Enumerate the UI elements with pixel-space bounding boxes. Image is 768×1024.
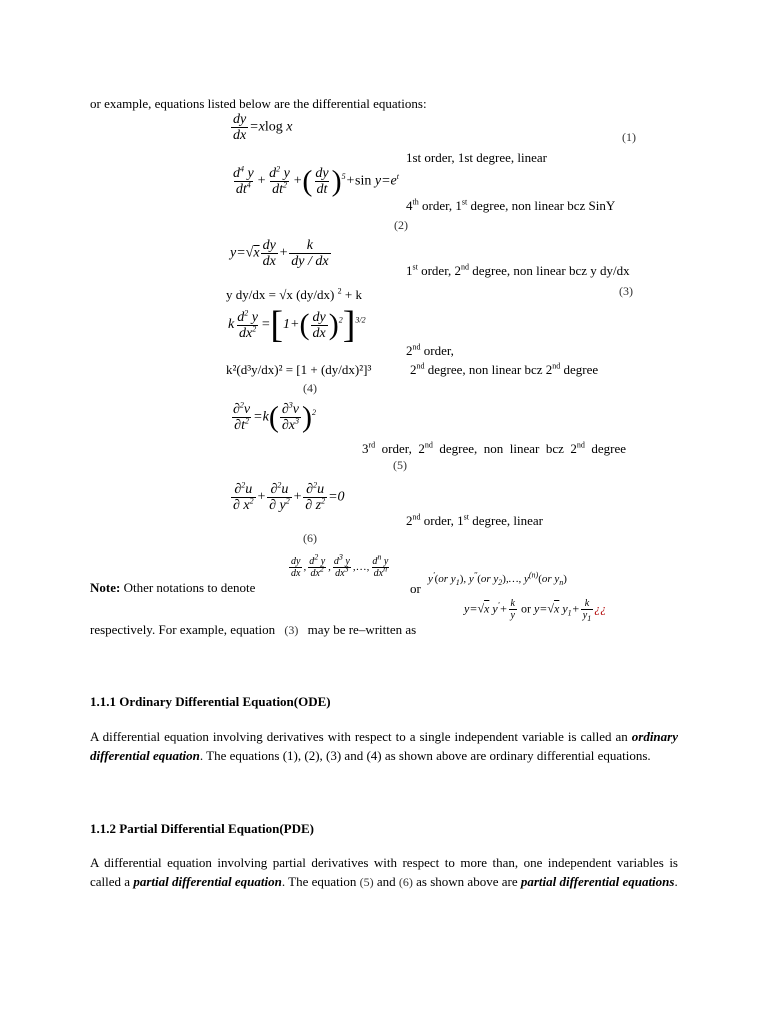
equation-3-description: 1st order, 2nd degree, non linear bcz y dy/dx (406, 262, 630, 278)
equation-4-description-a: 2nd order, (406, 342, 454, 358)
note-derivative-notations: $\frac{dy}{dx}$ , $\frac{d^2 y}{dx^2}$ , $\frac{d^3 y}{dx^3}$ ,…, $\frac{d^n y}{dx^n}$ (291, 552, 389, 579)
equation-number-6: ( 6 ) (303, 531, 317, 546)
intro-text: or example, equations listed below are the differential equations: (90, 96, 427, 111)
equation-number-5: ( 5 ) (393, 458, 407, 473)
term-ode: ordinary differential equation (90, 729, 678, 763)
equation-3-plain: y dy/dx = √x (dy/dx) $^2$ + k (226, 286, 362, 302)
equation-2-description: 4th order, 1st degree, non linear bcz SinY (406, 197, 616, 213)
rewrite-ref: ( 3 ) (284, 623, 298, 637)
equation-4: k $\frac{d^2 y}{dx^2}$ =[1+( $\frac{dy}{dx}$ )$^2$]$^{3/2}$ (228, 304, 366, 346)
note-or: or (410, 581, 421, 596)
equation-4-description-b: 2nd degree, non linear bcz 2nd degree (410, 361, 599, 377)
section-heading-ode: 1.1.1 Ordinary Differential Equation(ODE) (90, 694, 331, 709)
ref-5: ( 5 ) (360, 875, 374, 889)
section-heading-pde: 1.1.2 Partial Differential Equation(PDE) (90, 821, 314, 836)
term-pde-plural: partial differential equations (520, 874, 675, 889)
term-pde: partial differential equation (133, 874, 282, 889)
equation-number-3: ( 3 ) (619, 284, 633, 299)
equation-number-2: ( 2 ) (394, 218, 408, 233)
equation-5-description: 3rd order, 2nd degree, non linear bcz 2nd degree (362, 440, 627, 456)
section-paragraph-pde: A differential equation involving partial derivatives with respect to more than, one independent variables is called a partial differential equation. The equation ( 5 ) and ( 6 ) as shown above are partial differential equations. (90, 853, 678, 892)
section-paragraph-ode: A differential equation involving derivatives with respect to a single independent variable is called an ordinary differential equation. The equations (1), (2), (3) and (4) as shown above are ordinary differential equations. (90, 729, 678, 763)
equation-6-description: 2nd order, 1st degree, linear (406, 512, 543, 528)
note-text: Note: Other notations to denote (90, 580, 256, 595)
note-prime-notations: y'(or $y_1$), y''(or $y_2),\dots$, $y^{(n)}(or$ $y_n$) (428, 570, 567, 588)
equation-1: $\frac{dy}{dx}$ =xlog x (233, 112, 293, 143)
equation-5: $\frac{\partial^2v}{\partial t^2}$ =k( $\frac{\partial^3v}{\partial x^3}$ )$^2$ (233, 400, 316, 434)
equation-number-1: ( 1 ) (622, 130, 636, 145)
equation-number-4: ( 4 ) (303, 381, 317, 396)
equation-3-rewritten: y=√x y'+ $\frac{k}{y}$ or y=√x $y_1+$ $\frac{k}{y_1}$ ¿¿ (464, 598, 607, 623)
ref-6: ( 6 ) (399, 875, 413, 889)
rewrite-text: respectively. For example, equation ( 3 ) may be re–written as (90, 622, 416, 638)
note-label: Note: (90, 580, 121, 595)
equation-4-plain: k²(d³y/dx)² = [1 + (dy/dx)²]³ (226, 362, 372, 377)
equation-1-description: 1st order, 1st degree, linear (406, 150, 547, 165)
equation-2: $\frac{d^4 y}{dt^4}$ + $\frac{d^2 y}{dt^2}$ +( $\frac{dy}{dt}$ )$^5$+sin $y=e^t$ (233, 164, 399, 198)
equation-3: y=√x $\frac{dy}{dx}$ + $\frac{k}{dy / dx}$ (230, 238, 329, 269)
equation-6: $\frac{\partial^2u}{\partial x^2}$ + $\frac{\partial^2u}{\partial y^2}$ + $\frac{\partial^2u}{\partial z^2}$ =0 (233, 480, 345, 513)
